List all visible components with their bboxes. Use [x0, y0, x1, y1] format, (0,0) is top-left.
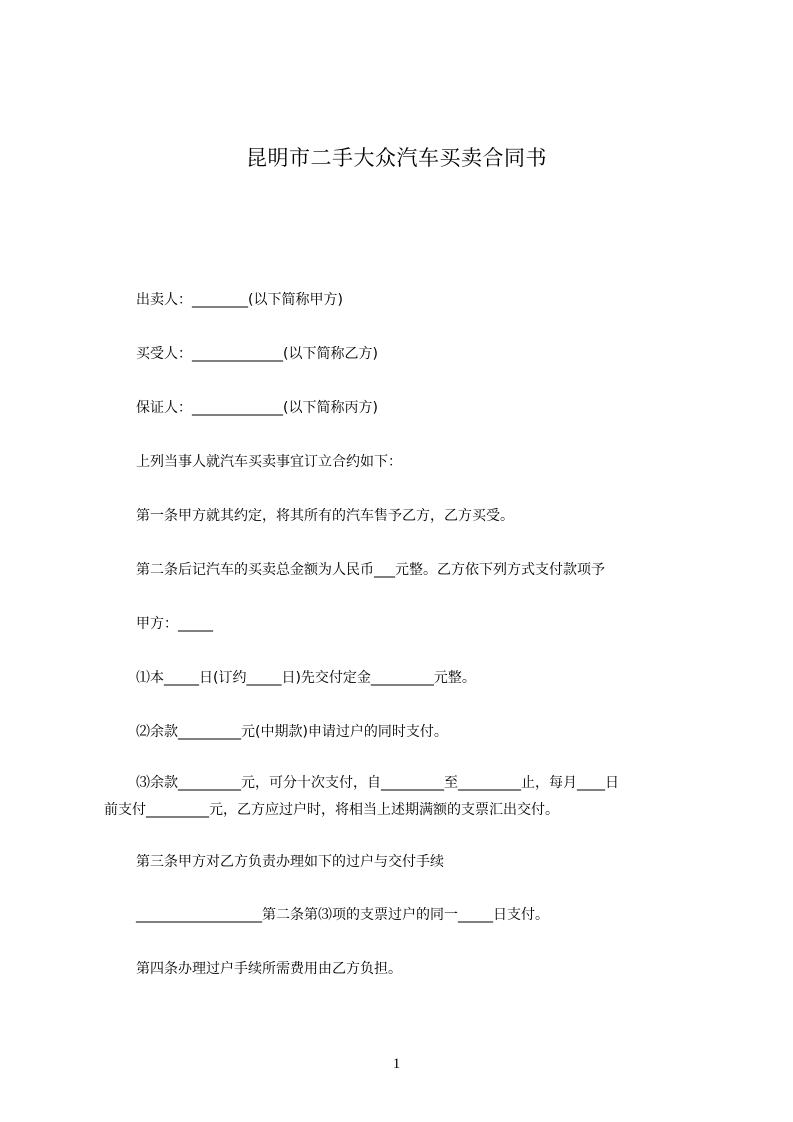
- payment-item-3: ⑶余款_________元，可分十次支付，自_________至_________止，每月____日: [136, 775, 619, 791]
- seller-line: 出卖人：________(以下简称甲方): [136, 292, 343, 308]
- payment-item-2: ⑵余款_________元(中期款)申请过户的同时支付。: [136, 724, 448, 740]
- article-3-detail: __________________第二条第⑶项的支票过户的同一_____日支付。: [136, 907, 549, 923]
- article-4: 第四条办理过户手续所需费用由乙方负担。: [136, 961, 402, 977]
- preamble-line: 上列当事人就汽车买卖事宜订立合约如下：: [136, 454, 402, 470]
- article-2-continued: 甲方：_____: [136, 616, 213, 632]
- article-1: 第一条甲方就其约定，将其所有的汽车售予乙方，乙方买受。: [136, 508, 514, 524]
- buyer-line: 买受人：_____________(以下简称乙方): [136, 346, 378, 362]
- payment-item-1: ⑴本_____日(订约_____日)先交付定金_________元整。: [136, 670, 476, 686]
- document-title: 昆明市二手大众汽车买卖合同书: [246, 146, 547, 170]
- guarantor-line: 保证人：_____________(以下简称丙方): [136, 400, 378, 416]
- payment-item-3-continued: 前支付_________元，乙方应过户时，将相当上述期满额的支票汇出交付。: [104, 802, 559, 818]
- article-3: 第三条甲方对乙方负责办理如下的过户与交付手续: [136, 854, 444, 870]
- article-2: 第二条后记汽车的买卖总金额为人民币___元整。乙方依下列方式支付款项予: [136, 562, 605, 578]
- page-number: 1: [392, 1056, 401, 1072]
